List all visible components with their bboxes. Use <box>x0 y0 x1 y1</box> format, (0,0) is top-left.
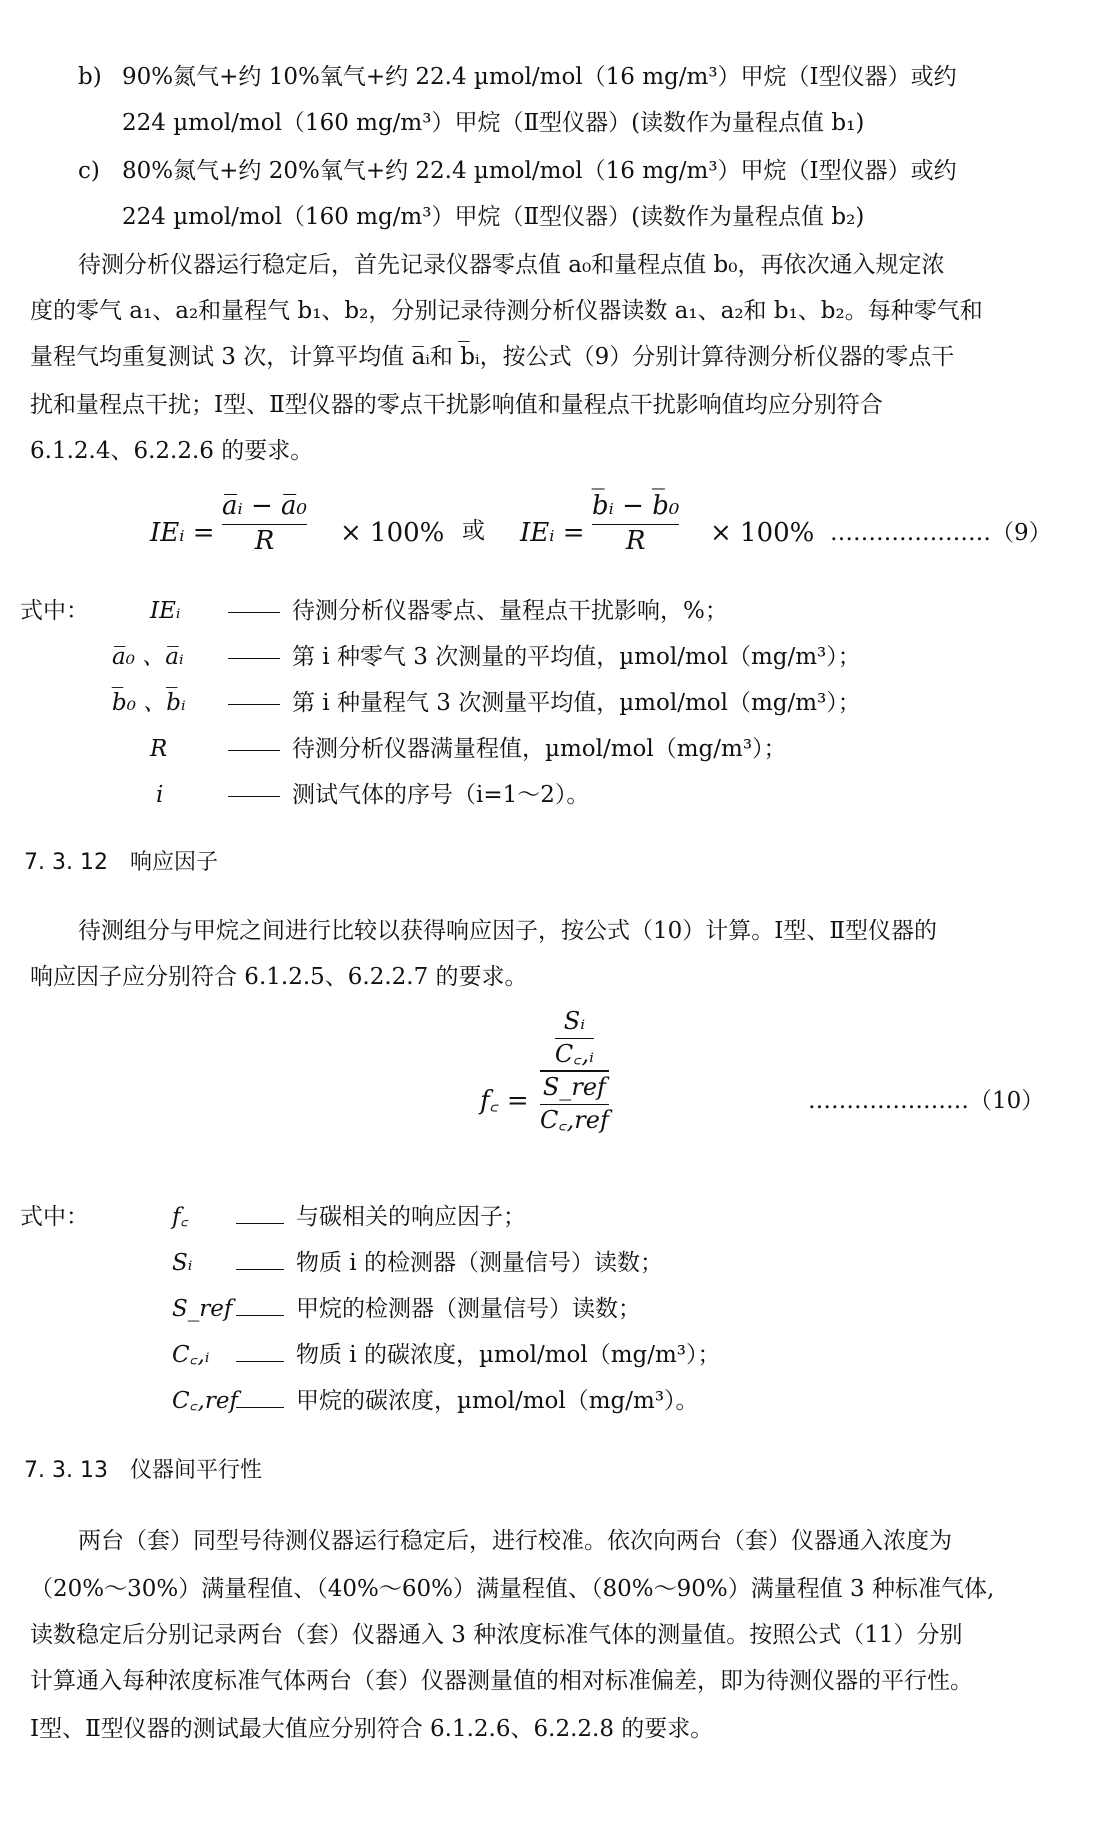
list-marker-b: b) <box>78 64 102 90</box>
paragraph-line: 6.1.2.4、6.2.2.6 的要求。 <box>30 438 314 464</box>
dash-separator <box>228 796 280 797</box>
section-title: 响应因子 <box>130 850 219 875</box>
formula-9-lhs-b: IEᵢ = <box>520 518 585 548</box>
where-9-row <box>216 784 589 807</box>
where-9-desc: 第 i 种量程气 3 次测量平均值，µmol/mol（mg/m³）； <box>292 690 861 716</box>
fraction-bar <box>222 524 307 525</box>
dash-separator <box>228 612 280 613</box>
fraction-bar <box>592 524 679 525</box>
formula-9-label: …………………（9） <box>830 520 1052 546</box>
underline-separator <box>236 1301 284 1316</box>
dash-separator <box>228 658 280 659</box>
formula-10-label: …………………（10） <box>808 1088 1045 1114</box>
formula-9-denominator-b: R <box>625 525 646 556</box>
where-9-desc: 测试气体的序号（i=1～2）。 <box>292 782 590 808</box>
where-9-desc: 待测分析仪器零点、量程点干扰影响，%； <box>292 598 728 624</box>
where-10-desc: 甲烷的检测器（测量信号）读数； <box>296 1296 641 1322</box>
where-9-row <box>216 646 861 669</box>
where-9-symbol: b̅₀ 、b̅ᵢ <box>112 690 186 716</box>
paragraph-line: 待测组分与甲烷之间进行比较以获得响应因子，按公式（10）计算。Ⅰ型、Ⅱ型仪器的 <box>78 918 937 944</box>
list-item-b-line2: 224 µmol/mol（160 mg/m³）甲烷（Ⅱ型仪器）(读数作为量程点值 b₁) <box>122 110 865 136</box>
formula-10-c-ci: C꜀,ᵢ <box>554 1039 594 1068</box>
where-10-desc: 与碳相关的响应因子； <box>296 1204 526 1230</box>
where-9-row <box>216 738 787 761</box>
formula-9-numerator-b: b̅ᵢ − b̅₀ <box>592 491 680 521</box>
formula-10-lhs: f꜀ = <box>480 1086 529 1116</box>
where-10-symbol: S_ref <box>172 1296 233 1322</box>
where-9-desc: 待测分析仪器满量程值，µmol/mol（mg/m³）； <box>292 736 787 762</box>
where-10-symbol: f꜀ <box>172 1204 189 1230</box>
where-9-desc: 第 i 种零气 3 次测量的平均值，µmol/mol（mg/m³）； <box>292 644 861 670</box>
where-9-symbol: a̅₀ 、a̅ᵢ <box>112 644 184 670</box>
paragraph-line: 两台（套）同型号待测仪器运行稳定后，进行校准。依次向两台（套）仪器通入浓度为 <box>78 1528 952 1554</box>
where-9-symbol: i <box>156 782 164 808</box>
where-10-desc: 物质 i 的碳浓度，µmol/mol（mg/m³）； <box>296 1342 721 1368</box>
where-label: 式中： <box>20 598 89 624</box>
where-10-symbol: Sᵢ <box>172 1250 193 1276</box>
formula-9-or: 或 <box>462 518 485 544</box>
formula-10-fraction <box>540 1008 609 1134</box>
where-10-symbol: C꜀,ᵢ <box>172 1342 210 1368</box>
where-10-row <box>224 1298 641 1321</box>
where-label: 式中： <box>20 1204 89 1230</box>
where-10-desc: 甲烷的碳浓度，µmol/mol（mg/m³）。 <box>296 1388 699 1414</box>
fraction-bar-main <box>540 1070 609 1072</box>
where-10-desc: 物质 i 的检测器（测量信号）读数； <box>296 1250 663 1276</box>
where-10-row <box>224 1344 721 1367</box>
fraction-bar <box>540 1104 609 1105</box>
where-10-row <box>224 1206 526 1229</box>
formula-10-s-i: Sᵢ <box>563 1007 586 1035</box>
paragraph-line: Ⅰ型、Ⅱ型仪器的测试最大值应分别符合 6.1.2.6、6.2.2.8 的要求。 <box>30 1716 714 1742</box>
formula-9-numerator-a: a̅ᵢ − a̅₀ <box>222 491 307 521</box>
where-10-row <box>224 1390 699 1413</box>
paragraph-line: 量程气均重复测试 3 次，计算平均值 a̅ᵢ和 b̅ᵢ，按公式（9）分别计算待测分析仪器的零点干 <box>30 344 955 370</box>
fraction-bar <box>555 1038 594 1039</box>
formula-9-lhs: IEᵢ = <box>150 518 215 548</box>
paragraph-line: 扰和量程点干扰；Ⅰ型、Ⅱ型仪器的零点干扰影响值和量程点干扰影响值均应分别符合 <box>30 392 883 418</box>
list-item-b-line1: 90%氮气+约 10%氧气+约 22.4 µmol/mol（16 mg/m³）甲烷（Ⅰ型仪器）或约 <box>122 64 957 90</box>
dash-separator <box>228 750 280 751</box>
section-title: 仪器间平行性 <box>130 1458 263 1483</box>
where-9-symbol: IEᵢ <box>150 598 181 624</box>
formula-9-fraction-a <box>222 492 307 557</box>
paragraph-line: 待测分析仪器运行稳定后，首先记录仪器零点值 a₀和量程点值 b₀，再依次通入规定浓 <box>78 252 945 278</box>
paragraph-line: 读数稳定后分别记录两台（套）仪器通入 3 种浓度标准气体的测量值。按照公式（11）分别 <box>30 1622 963 1648</box>
paragraph-line: 计算通入每种浓度标准气体两台（套）仪器测量值的相对标准偏差，即为待测仪器的平行性。 <box>30 1668 973 1694</box>
paragraph-line: 响应因子应分别符合 6.1.2.5、6.2.2.7 的要求。 <box>30 964 528 990</box>
formula-10-upper-fraction <box>555 1008 594 1068</box>
formula-9-times-a: × 100% <box>340 518 445 548</box>
where-9-row <box>216 600 728 623</box>
where-9-symbol: R <box>150 736 168 762</box>
where-10-row <box>224 1252 663 1275</box>
paragraph-line: 度的零气 a₁、a₂和量程气 b₁、b₂，分别记录待测分析仪器读数 a₁、a₂和 b₁、b₂。每种零气和 <box>30 298 983 324</box>
list-item-c-line1: 80%氮气+约 20%氧气+约 22.4 µmol/mol（16 mg/m³）甲烷（Ⅰ型仪器）或约 <box>122 158 957 184</box>
formula-10-c-cref: C꜀,ref <box>540 1105 609 1134</box>
formula-9-denominator-a: R <box>254 525 275 556</box>
formula-10-s-ref: S_ref <box>542 1073 606 1102</box>
paragraph-line: （20%～30%）满量程值、（40%～60%）满量程值、（80%～90%）满量程值 3 种标准气体, <box>30 1576 995 1602</box>
underline-separator <box>236 1255 284 1270</box>
section-number: 7. 3. 12 <box>24 850 108 875</box>
where-10-symbol: C꜀,ref <box>172 1388 238 1414</box>
list-marker-c: c) <box>78 158 100 184</box>
formula-10-lower-fraction <box>540 1074 609 1134</box>
underline-separator <box>236 1209 284 1224</box>
list-item-c-line2: 224 µmol/mol（160 mg/m³）甲烷（Ⅱ型仪器）(读数作为量程点值 b₂) <box>122 204 865 230</box>
formula-9-times-b: × 100% <box>710 518 815 548</box>
formula-9-fraction-b <box>592 492 679 557</box>
section-number: 7. 3. 13 <box>24 1458 108 1483</box>
underline-separator <box>236 1393 284 1408</box>
underline-separator <box>236 1347 284 1362</box>
where-9-row <box>216 692 861 715</box>
dash-separator <box>228 704 280 705</box>
